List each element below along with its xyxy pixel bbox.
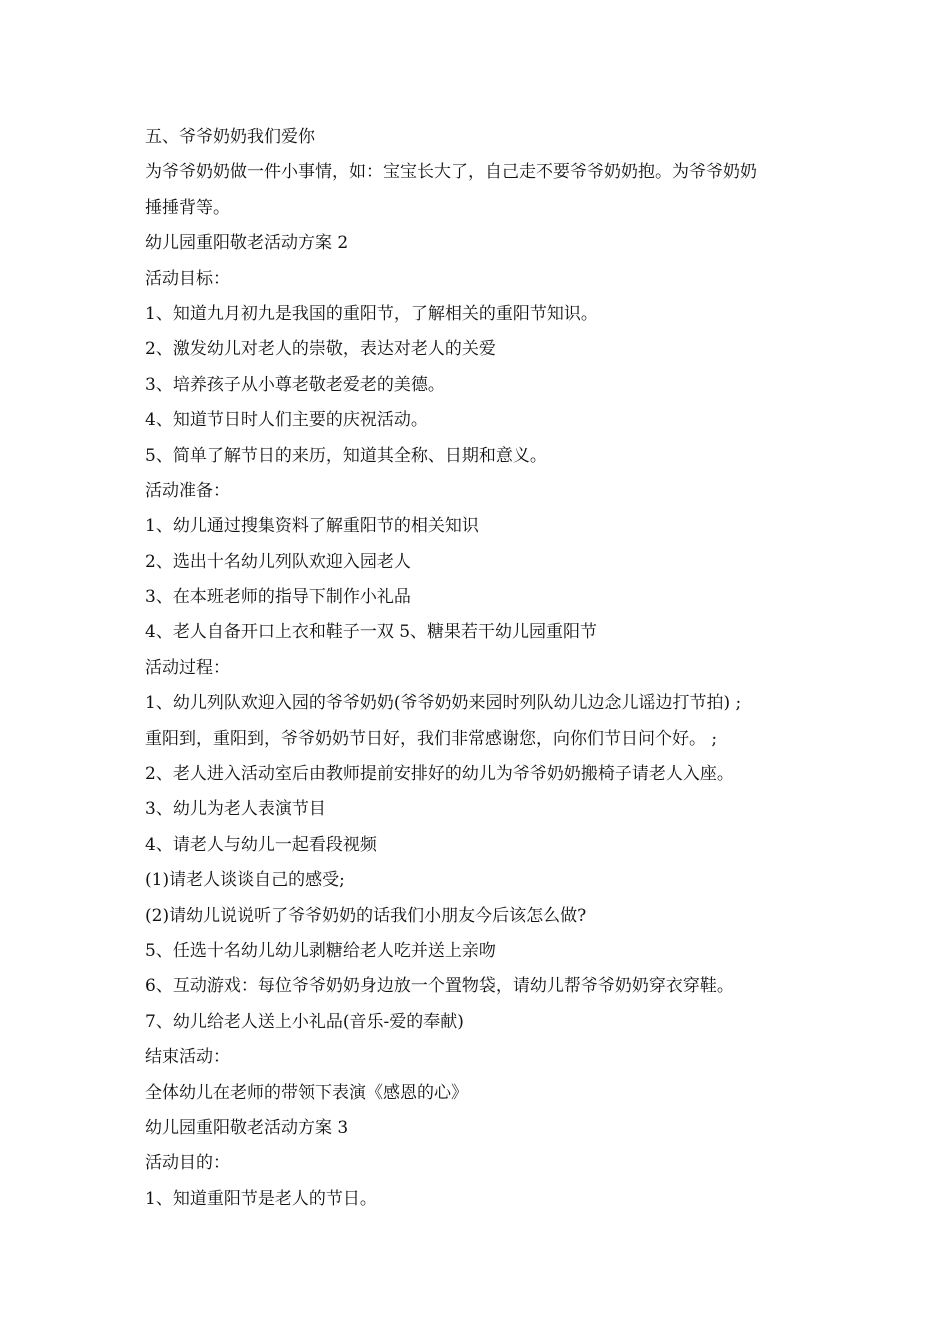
list-item: 5、简单了解节日的来历，知道其全称、日期和意义。 [145, 445, 547, 466]
list-item: 3、在本班老师的指导下制作小礼品 [145, 587, 411, 608]
list-item: 1、幼儿通过搜集资料了解重阳节的相关知识 [145, 516, 479, 537]
section-heading: 活动过程： [145, 657, 230, 678]
list-item: 2、老人进入活动室后由教师提前安排好的幼儿为爷爷奶奶搬椅子请老人入座。 [145, 764, 734, 785]
list-item: (2)请幼儿说说听了爷爷奶奶的话我们小朋友今后该怎么做? [145, 905, 587, 926]
list-item: 5、任选十名幼儿幼儿剥糖给老人吃并送上亲吻 [145, 940, 496, 961]
section-heading: 活动目标： [145, 268, 230, 289]
list-item: 6、互动游戏：每位爷爷奶奶身边放一个置物袋，请幼儿帮爷爷奶奶穿衣穿鞋。 [145, 976, 734, 997]
paragraph-line: 重阳到，重阳到，爷爷奶奶节日好，我们非常感谢您，向你们节日问个好。 ; [145, 728, 718, 749]
list-item: 1、幼儿列队欢迎入园的爷爷奶奶(爷爷奶奶来园时列队幼儿边念儿谣边打节拍) ; [145, 693, 742, 714]
list-item: 3、培养孩子从小尊老敬老爱老的美德。 [145, 374, 445, 395]
paragraph-line: 捶捶背等。 [145, 197, 230, 218]
list-item: 7、幼儿给老人送上小礼品(音乐-爱的奉献) [145, 1011, 464, 1032]
section-heading: 结束活动： [145, 1047, 230, 1068]
list-item: 3、幼儿为老人表演节目 [145, 799, 326, 820]
section-heading: 五、爷爷奶奶我们爱你 [145, 127, 315, 147]
paragraph-line: 全体幼儿在老师的带领下表演《感恩的心》 [145, 1082, 468, 1103]
list-item: 1、知道重阳节是老人的节日。 [145, 1188, 377, 1209]
plan-title: 幼儿园重阳敬老活动方案 3 [145, 1117, 349, 1138]
list-item: 4、请老人与幼儿一起看段视频 [145, 834, 377, 855]
plan-title: 幼儿园重阳敬老活动方案 2 [145, 233, 349, 254]
document-body [145, 120, 825, 1217]
list-item: 2、选出十名幼儿列队欢迎入园老人 [145, 551, 411, 572]
list-item: (1)请老人谈谈自己的感受; [145, 870, 345, 891]
list-item: 1、知道九月初九是我国的重阳节，了解相关的重阳节知识。 [145, 303, 598, 324]
list-item: 4、知道节日时人们主要的庆祝活动。 [145, 410, 428, 431]
paragraph-line: 为爷爷奶奶做一件小事情，如：宝宝长大了，自己走不要爷爷奶奶抱。为爷爷奶奶 [145, 162, 757, 183]
section-heading: 活动目的： [145, 1153, 230, 1174]
list-item: 4、老人自备开口上衣和鞋子一双 5、糖果若干幼儿园重阳节 [145, 622, 598, 643]
list-item: 2、激发幼儿对老人的崇敬，表达对老人的关爱 [145, 339, 496, 360]
section-heading: 活动准备： [145, 480, 230, 501]
